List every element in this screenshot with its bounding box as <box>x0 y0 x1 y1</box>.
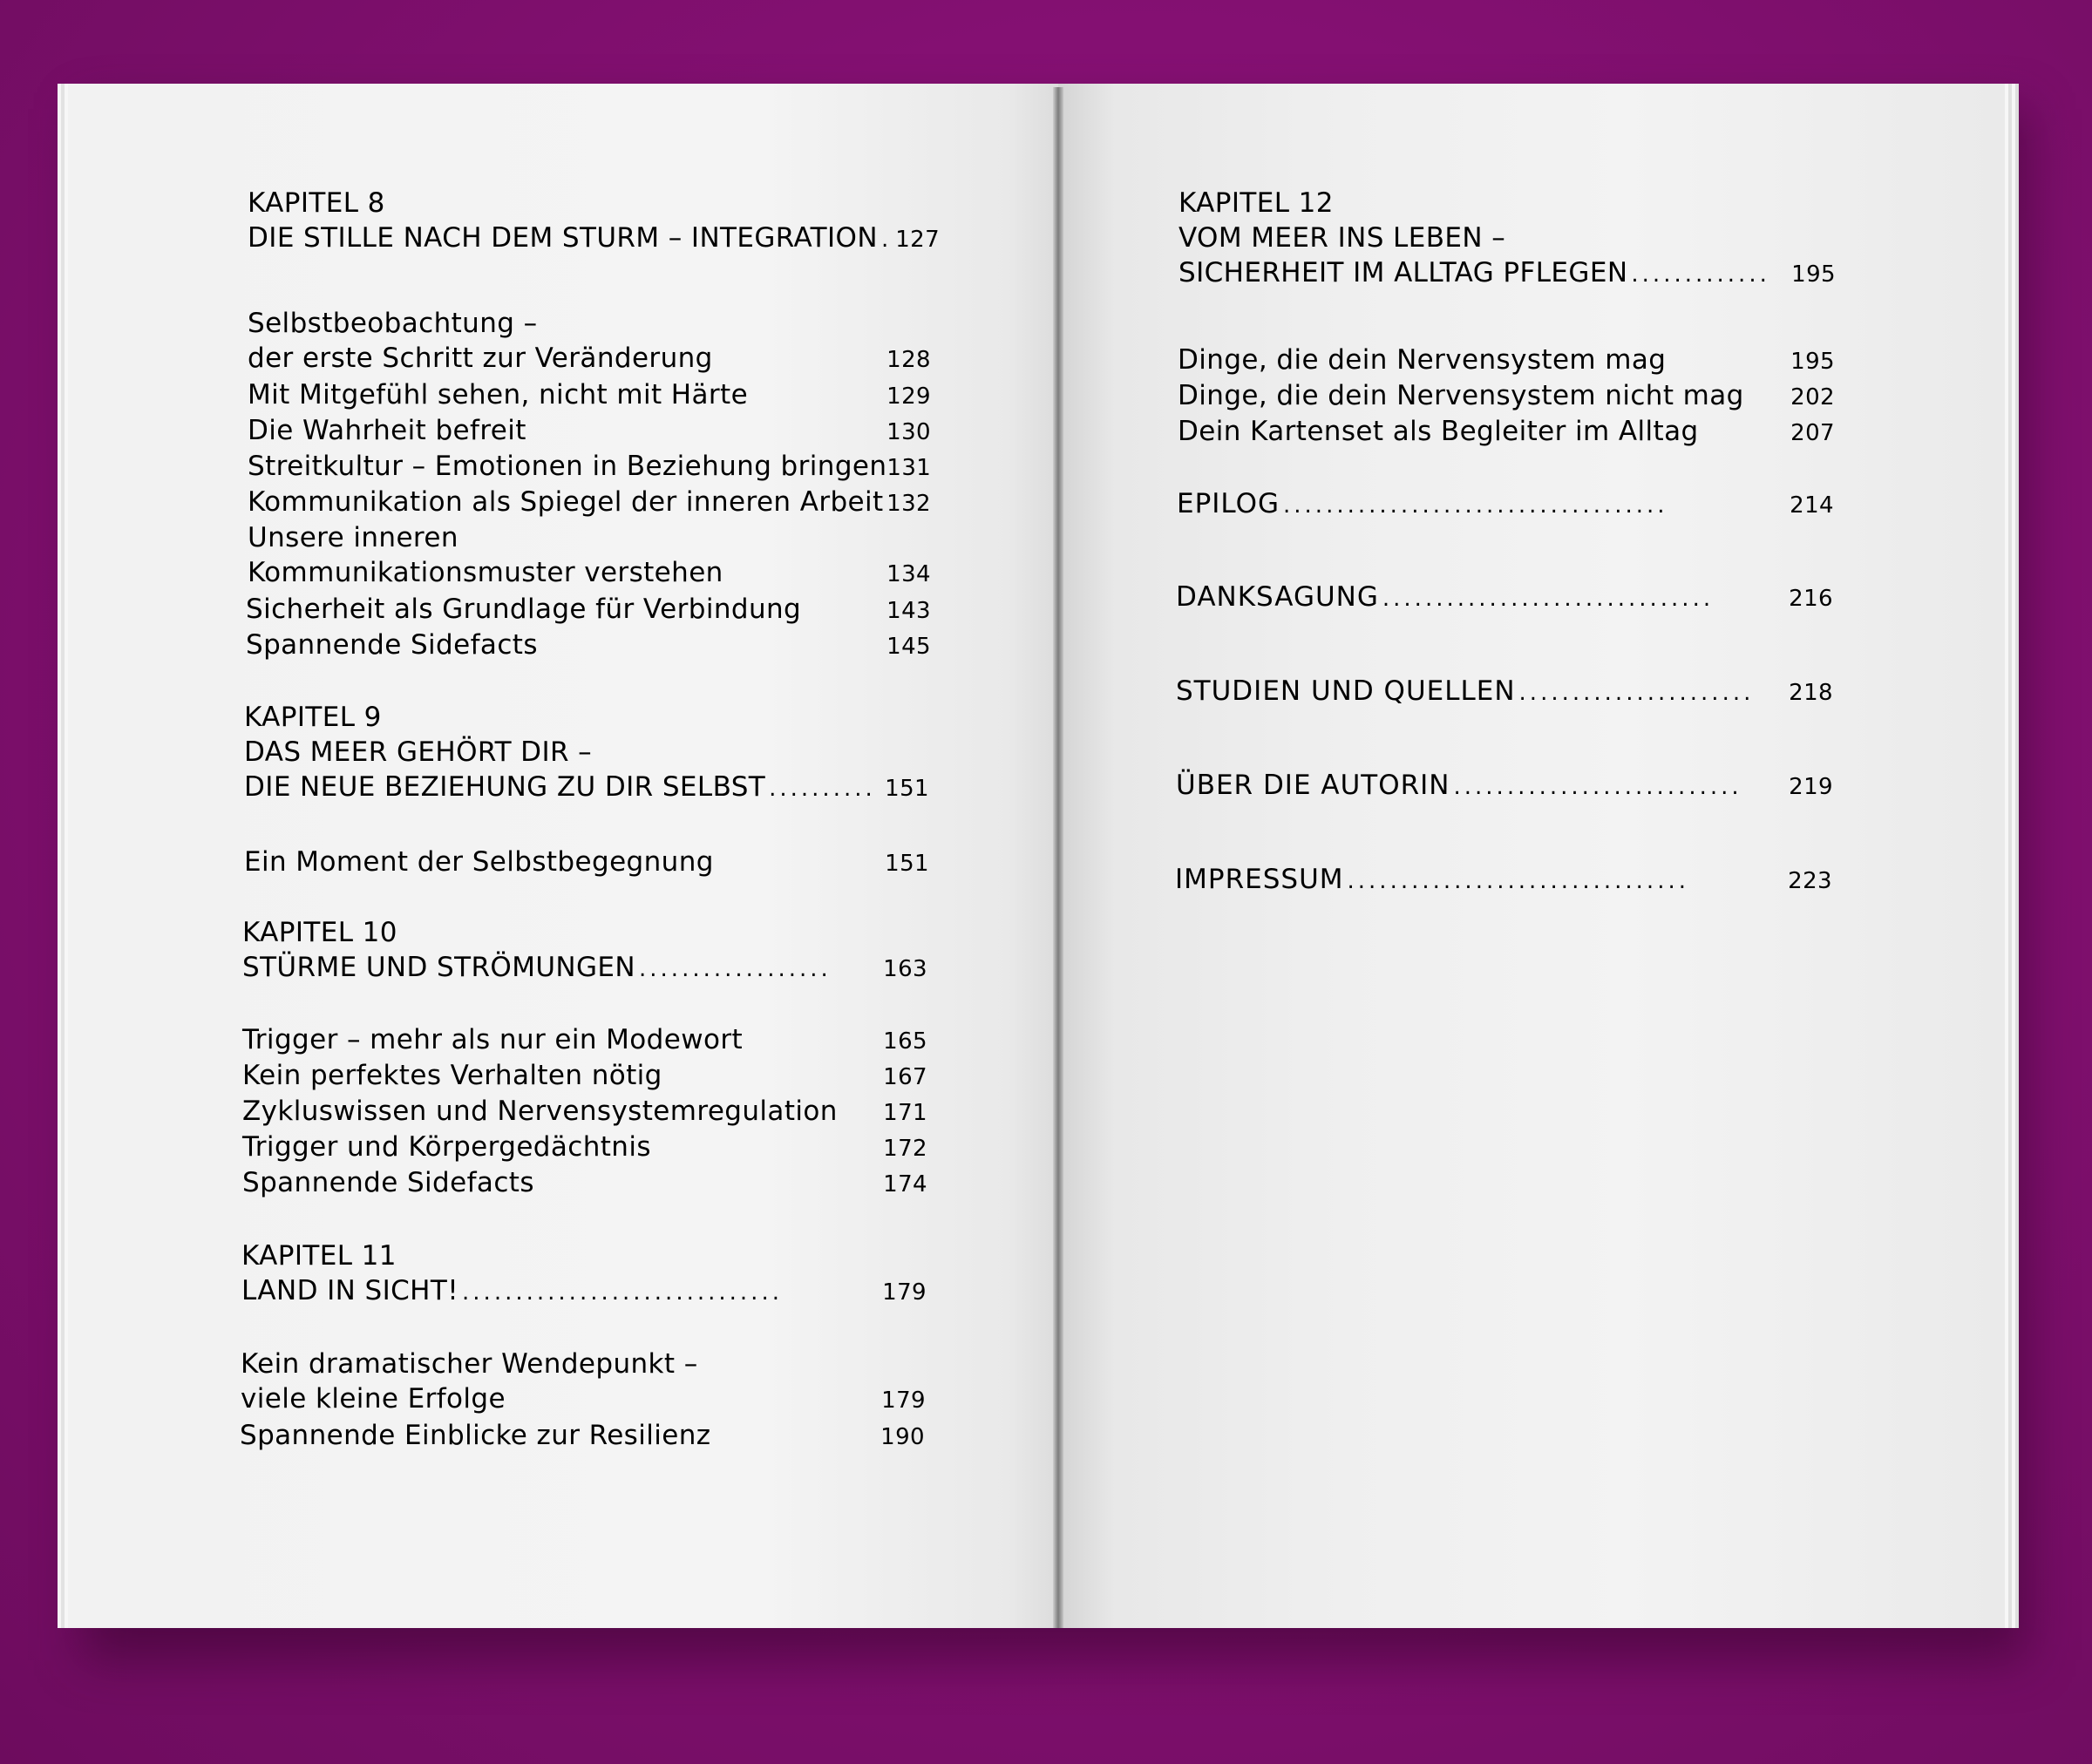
page-number: 130 <box>886 419 931 445</box>
leader-dots: ........................... <box>1453 774 1742 800</box>
chapter-label: KAPITEL 12 <box>1178 187 1334 219</box>
chapter-8-heading <box>248 186 941 257</box>
toc-section <box>242 1022 927 1059</box>
page-number: 131 <box>886 455 932 481</box>
section-title: Dinge, die dein Nervensystem mag <box>1178 344 1667 376</box>
page-number: 174 <box>883 1171 927 1197</box>
section-title: Kommunikation als Spiegel der inneren Arbeit <box>248 486 884 518</box>
chapter-11-heading <box>241 1238 927 1310</box>
chapter-12-heading <box>1178 186 1836 292</box>
chapter-label: KAPITEL 10 <box>242 917 397 948</box>
section-title-line: viele kleine Erfolge <box>241 1383 506 1415</box>
toc-section <box>248 377 931 414</box>
page-number: 190 <box>880 1424 925 1450</box>
chapter-title: STÜRME UND STRÖMUNGEN <box>242 952 636 983</box>
page-number: 127 <box>895 227 941 253</box>
section-title: Mit Mitgefühl sehen, nicht mit Härte <box>248 379 749 410</box>
page-number: 132 <box>886 491 931 517</box>
section-title: Kein perfektes Verhalten nötig <box>242 1060 662 1091</box>
toc-impressum <box>1175 862 1832 899</box>
page-number: 167 <box>883 1064 927 1090</box>
toc-section <box>246 628 931 664</box>
toc-section <box>248 413 931 450</box>
leader-dots: .......... <box>769 776 876 802</box>
section-title: Spannende Sidefacts <box>242 1167 534 1198</box>
book-gutter <box>1053 87 1063 1628</box>
leader-dots: ...................... <box>1518 680 1755 706</box>
section-title: Spannende Einblicke zur Resilienz <box>240 1420 711 1451</box>
toc-section <box>242 1058 927 1095</box>
toc-section <box>242 1165 927 1202</box>
chapter-title-row <box>248 220 941 257</box>
leader-dots: .................. <box>639 956 832 982</box>
leader-dots: ................................ <box>1347 868 1689 894</box>
section-title-line: Kein dramatischer Wendepunkt – <box>241 1348 698 1380</box>
entry-title: IMPRESSUM <box>1175 864 1344 895</box>
page-number: 145 <box>886 634 931 660</box>
page-number: 179 <box>881 1387 926 1414</box>
page-number: 195 <box>1790 349 1835 375</box>
entry-title: STUDIEN UND QUELLEN <box>1176 675 1516 707</box>
toc-section <box>241 1347 926 1418</box>
chapter-title-line: DIE NEUE BEZIEHUNG ZU DIR SELBST <box>244 771 766 803</box>
page-number: 151 <box>885 851 929 877</box>
page-number: 163 <box>883 956 927 982</box>
page-number: 216 <box>1789 586 1833 612</box>
toc-section <box>240 1418 925 1455</box>
leader-dots: ............................... <box>1382 586 1715 612</box>
section-title: Die Wahrheit befreit <box>248 415 526 446</box>
page-number: 219 <box>1789 774 1833 800</box>
section-title: Dein Kartenset als Begleiter im Alltag <box>1178 416 1699 447</box>
toc-danksagung <box>1176 580 1833 616</box>
page-number: 165 <box>883 1028 927 1055</box>
chapter-9-heading <box>244 700 929 806</box>
section-title: Trigger und Körpergedächtnis <box>242 1131 651 1163</box>
section-title: Dinge, die dein Nervensystem nicht mag <box>1178 380 1744 411</box>
toc-studien <box>1176 674 1833 710</box>
right-page <box>1058 84 2005 1628</box>
page-number: 151 <box>885 776 929 802</box>
chapter-title: LAND IN SICHT! <box>241 1275 459 1306</box>
chapter-label: KAPITEL 11 <box>241 1240 397 1272</box>
toc-section <box>1178 343 1835 379</box>
toc-section <box>248 485 931 521</box>
leader-dots: .................................... <box>1283 492 1668 519</box>
page-number: 218 <box>1789 680 1833 706</box>
chapter-label: KAPITEL 9 <box>244 702 382 733</box>
chapter-10-heading <box>242 915 927 987</box>
toc-section <box>248 520 931 592</box>
toc-section <box>1178 378 1835 415</box>
page-number: 202 <box>1790 384 1835 410</box>
chapter-title-line: VOM MEER INS LEBEN – <box>1178 222 1506 254</box>
toc-section <box>244 845 929 881</box>
toc-epilog <box>1177 486 1834 523</box>
leader-dots: . <box>880 227 893 253</box>
entry-title: EPILOG <box>1177 488 1280 519</box>
section-title-line: Unsere inneren <box>248 522 458 553</box>
section-title: Spannende Sidefacts <box>246 629 538 661</box>
page-number: 179 <box>882 1279 927 1306</box>
section-title: Ein Moment der Selbstbegegnung <box>244 846 714 878</box>
page-number: 143 <box>886 598 931 624</box>
section-title-line: der erste Schritt zur Veränderung <box>248 343 713 374</box>
page-number: 128 <box>886 347 931 373</box>
leader-dots: .............................. <box>462 1279 783 1306</box>
page-number: 172 <box>883 1136 927 1162</box>
toc-section <box>246 592 931 628</box>
toc-section <box>1178 414 1835 451</box>
page-number: 207 <box>1790 420 1835 446</box>
section-title: Zykluswissen und Nervensystemregulation <box>242 1096 838 1127</box>
section-title-line: Kommunikationsmuster verstehen <box>248 557 723 588</box>
toc-section <box>242 1130 927 1166</box>
page-number: 214 <box>1790 492 1834 519</box>
page-number: 223 <box>1788 868 1832 894</box>
chapter-title-line: DAS MEER GEHÖRT DIR – <box>244 736 593 768</box>
section-title: Streitkultur – Emotionen in Beziehung bringen <box>248 451 887 482</box>
leader-dots: ............. <box>1631 261 1770 288</box>
toc-section <box>248 449 931 485</box>
page-number: 195 <box>1791 261 1836 288</box>
entry-title: DANKSAGUNG <box>1176 581 1379 613</box>
toc-section <box>242 1094 927 1130</box>
page-number: 171 <box>883 1100 927 1126</box>
page-number: 129 <box>886 383 931 410</box>
section-title-line: Selbstbeobachtung – <box>248 308 538 339</box>
page-number: 134 <box>886 561 931 587</box>
section-title: Sicherheit als Grundlage für Verbindung <box>246 594 802 625</box>
chapter-title-line: SICHERHEIT IM ALLTAG PFLEGEN <box>1178 257 1628 288</box>
entry-title: ÜBER DIE AUTORIN <box>1176 770 1450 801</box>
toc-autorin <box>1176 768 1833 804</box>
toc-section <box>248 306 931 377</box>
chapter-label: KAPITEL 8 <box>248 187 385 219</box>
chapter-title: DIE STILLE NACH DEM STURM – INTEGRATION <box>248 222 878 254</box>
section-title: Trigger – mehr als nur ein Modewort <box>242 1024 744 1055</box>
